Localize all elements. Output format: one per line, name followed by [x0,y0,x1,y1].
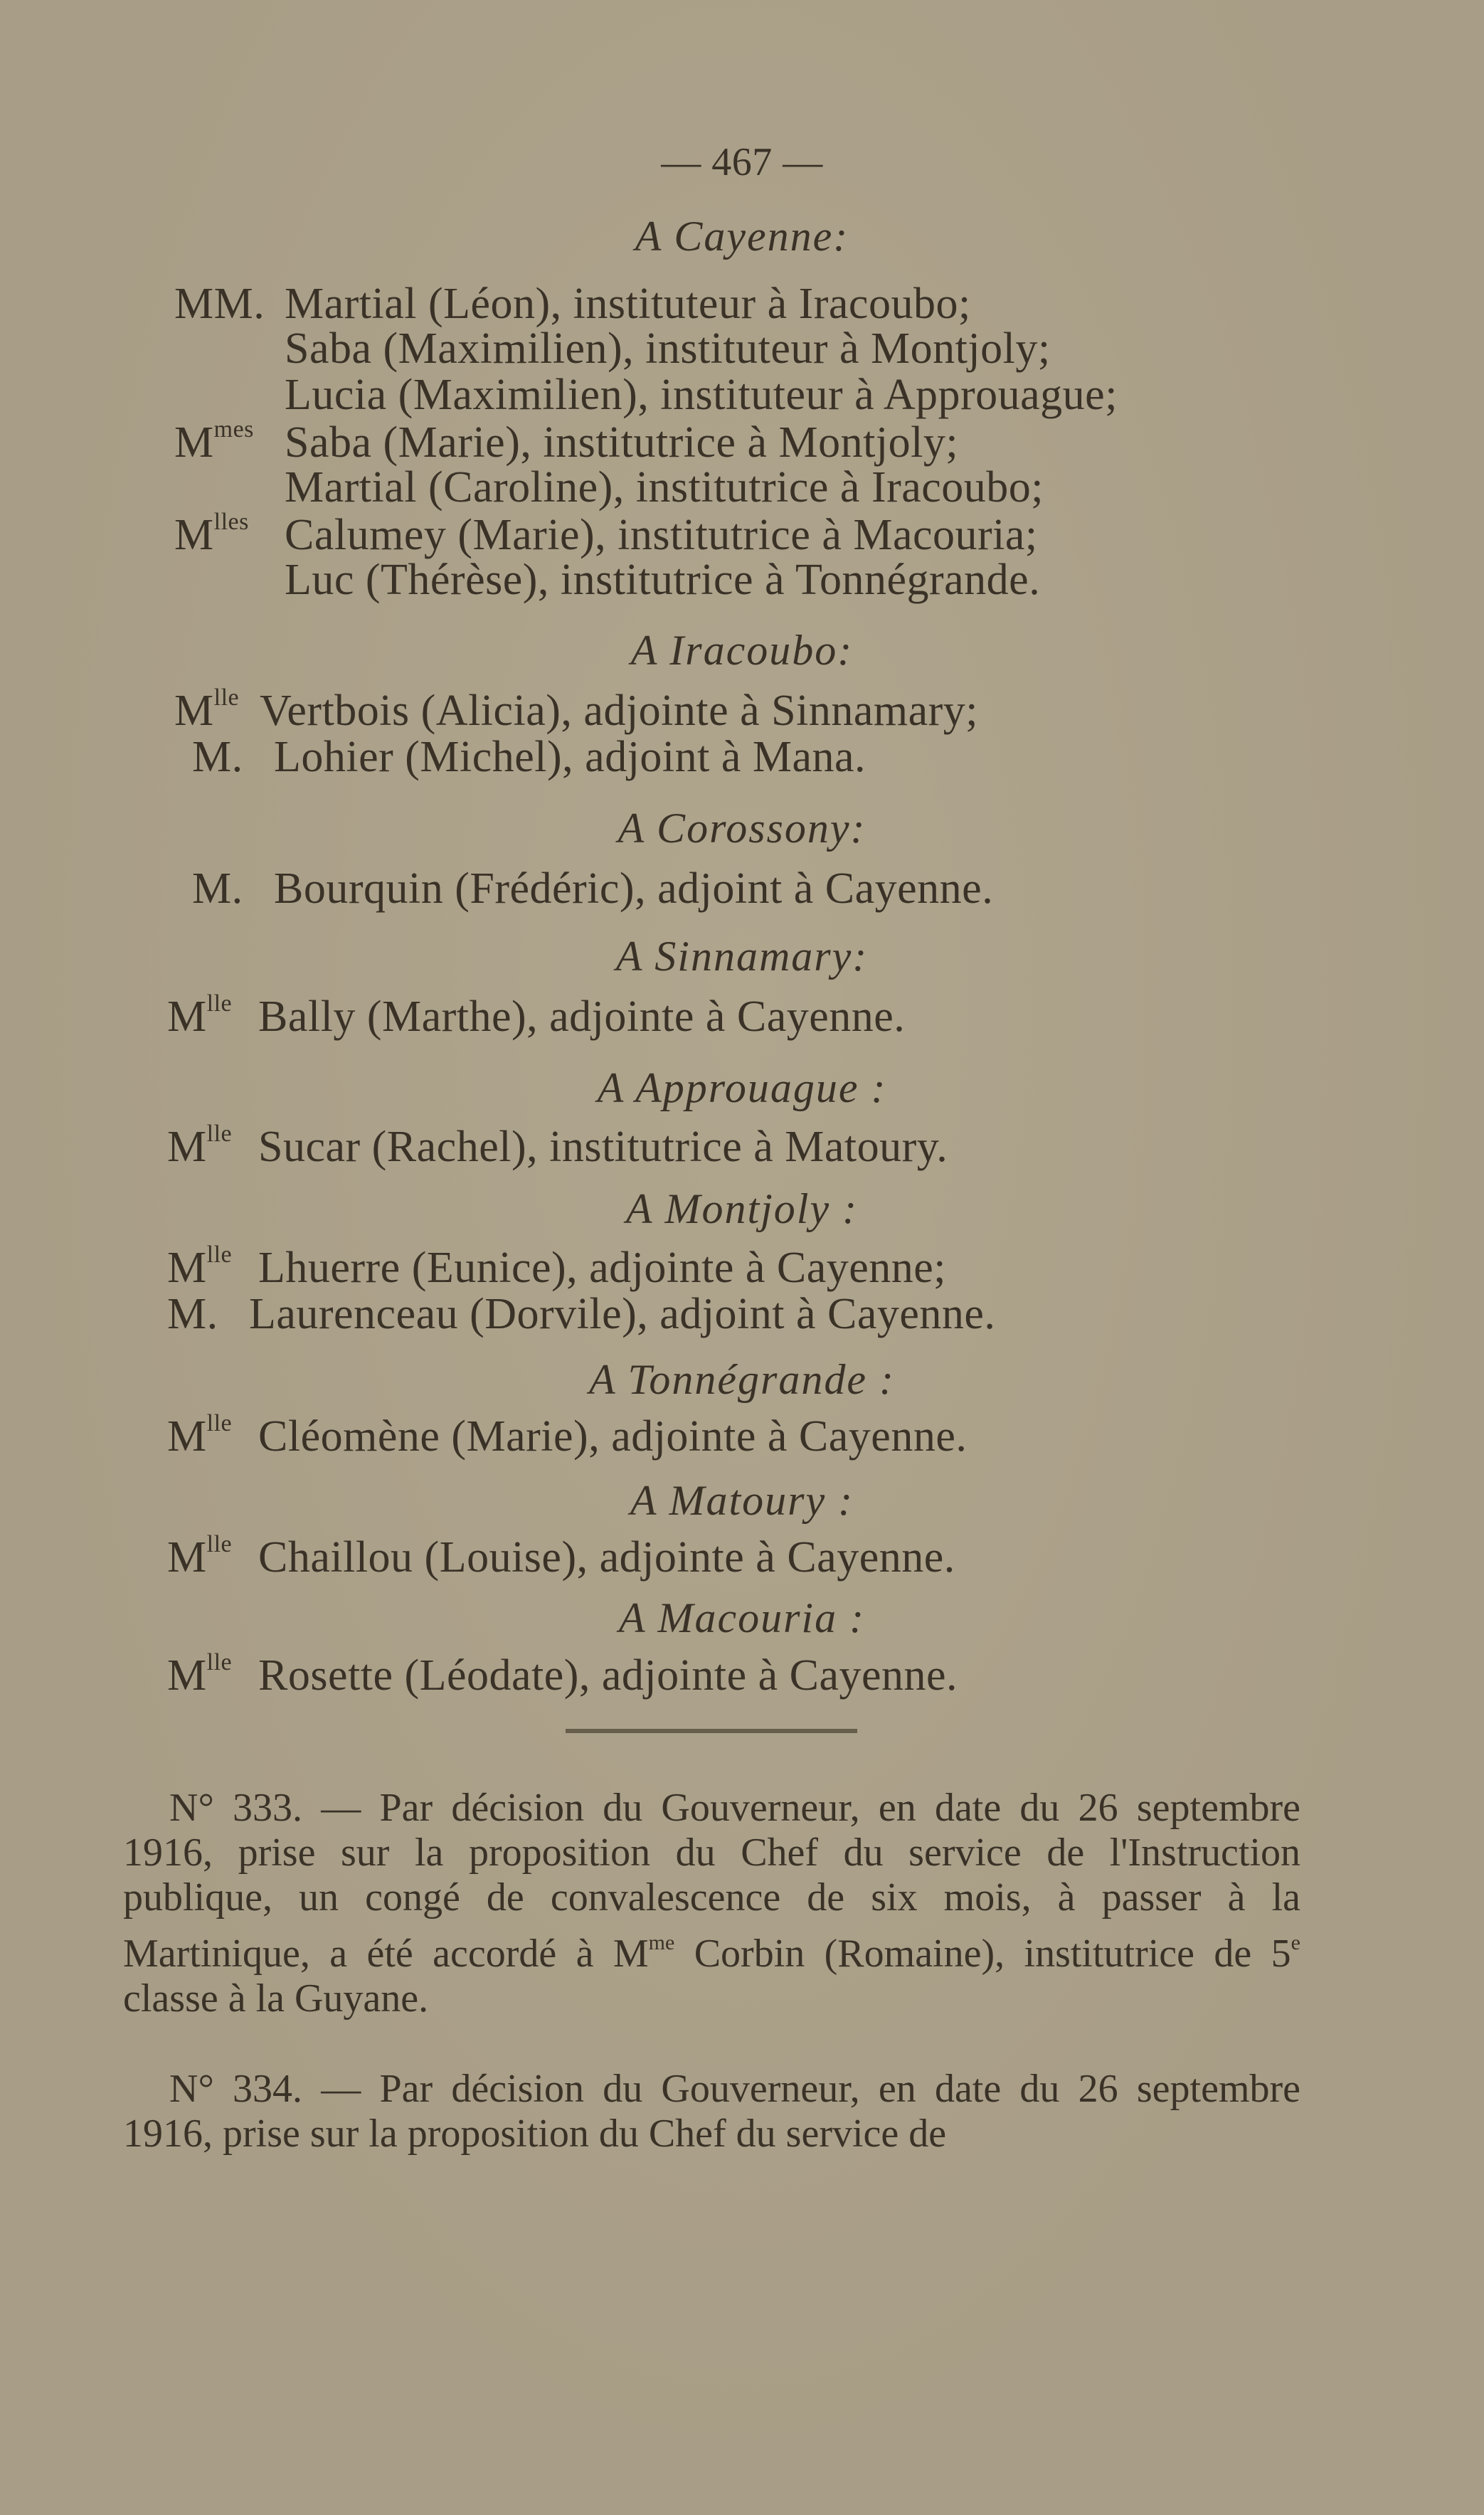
entry-text: Sucar (Rachel), institutrice à Matoury. [258,1123,948,1171]
entry-text: Lucia (Maximilien), instituteur à Approuague; [285,371,1118,419]
entry-text: Saba (Maximilien), instituteur à Montjoly; [285,324,1051,373]
decision-paragraph: N° 333. — Par décision du Gouverneur, en date du 26 septembre 1916, prise sur la proposition du Chef du service de l'Instruction publique, un congé de convalescence de six mois, à passer à la Martinique, a été accordé à $M^{me}$ Corbin (Romaine), institutrice de 5e classe à la Guyane. [123,1786,1300,2021]
entry-line [167,1649,958,1701]
entry-text: Luc (Thérèse), institutrice à Tonnégrande. [285,556,1041,604]
entry-text: Chaillou (Louise), adjointe à Cayenne. [258,1533,955,1582]
entry-line [167,1121,948,1172]
entry-text: Bally (Marthe), adjointe à Cayenne. [258,992,906,1041]
entry-line [174,555,1040,605]
entry-line [167,1531,955,1583]
entry-text: Vertbois (Alicia), adjointe à Sinnamary; [260,687,979,735]
section-heading: A Corossony: [618,805,866,852]
entry-text: Cléomène (Marie), adjointe à Cayenne. [258,1412,968,1461]
entry-line [174,509,1038,561]
honorific: MM. [174,280,265,328]
section-heading: A Montjoly : [625,1185,859,1232]
section-heading: A Matoury : [630,1477,854,1524]
entry-line [174,462,1044,513]
entry-line [192,731,866,783]
section-heading: A Cayenne: [635,213,849,260]
entry-text: Rosette (Léodate), adjointe à Cayenne. [258,1651,958,1700]
entry-line [174,684,978,736]
section-heading: A Iracoubo: [630,627,854,674]
entry-text: Calumey (Marie), institutrice à Macouria; [285,511,1038,559]
entry-text: Lohier (Michel), adjoint à Mana. [274,733,866,781]
honorific: M. [167,1290,218,1338]
honorific: $M^{lle}$ [167,1241,233,1292]
honorific: $M^{lle}$ [167,1531,233,1582]
entry-text: Laurenceau (Dorvile), adjoint à Cayenne. [249,1290,996,1338]
entry-line [174,416,958,468]
section-heading: A Macouria : [618,1594,866,1641]
honorific: $M^{lle}$ [167,1649,233,1700]
honorific: $M^{lle}$ [167,1121,233,1171]
entry-line [167,1288,995,1340]
entry-text: Martial (Caroline), institutrice à Iracoubo; [285,463,1044,512]
section-heading: A Tonnégrande : [588,1356,896,1403]
entry-text: Bourquin (Frédéric), adjoint à Cayenne. [274,864,994,913]
entry-line [167,990,905,1042]
separator-rule [566,1729,857,1733]
honorific: M. [192,733,243,781]
entry-line [174,324,1051,374]
entry-text: Saba (Marie), institutrice à Montjoly; [285,418,959,467]
entry-line [192,862,993,914]
honorific: $M^{mes}$ [174,416,254,467]
honorific: $M^{lle}$ [167,990,233,1041]
section-heading: A Sinnamary: [615,933,869,980]
page-number: — 467 — [661,140,823,184]
entry-line [174,277,971,329]
entry-line [167,1241,946,1293]
entry-text: Lhuerre (Eunice), adjointe à Cayenne; [258,1244,946,1292]
entry-line [174,370,1118,420]
honorific: M. [192,864,243,913]
entry-line [167,1410,967,1462]
honorific: $M^{lles}$ [174,509,249,559]
section-heading: A Approuague : [597,1064,887,1111]
decision-paragraph: N° 334. — Par décision du Gouverneur, en date du 26 septembre 1916, prise sur la proposition du Chef du service de [123,2067,1300,2156]
entry-text: Martial (Léon), instituteur à Iracoubo; [285,280,971,328]
honorific: $M^{lle}$ [167,1410,233,1461]
honorific: $M^{lle}$ [174,684,240,735]
